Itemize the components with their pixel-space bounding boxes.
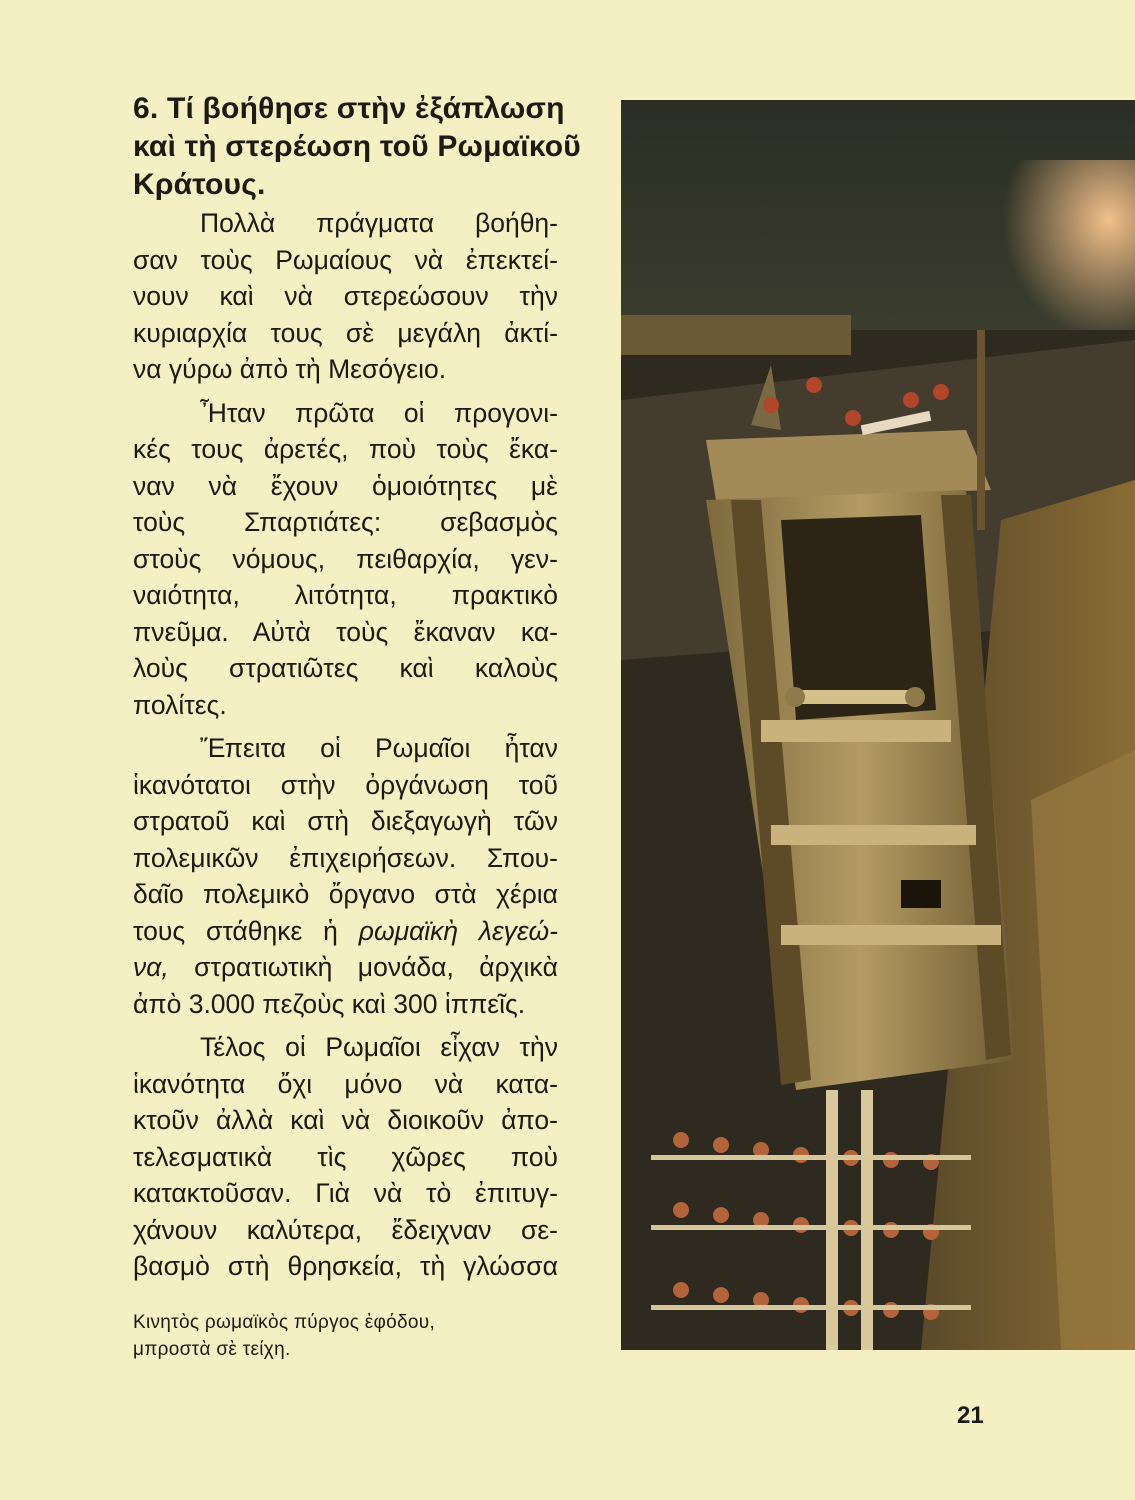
caption-line-2: μπροστὰ σὲ τείχη. [133, 1339, 291, 1360]
caption-line-1: Κινητὸς ρωμαϊκὸς πύργος ἐφόδου, [133, 1312, 436, 1333]
text-line-mixed [133, 913, 558, 950]
text-line: δαῖο πολεμικὸ ὄργανο στὰ χέρια [133, 879, 558, 909]
text-line: κές τους ἀρετές, ποὺ τοὺς ἔκα- [133, 434, 558, 464]
siege-tower-illustration-icon [621, 100, 1135, 1350]
text-line: κατακτοῦσαν. Γιὰ νὰ τὸ ἐπιτυγ- [133, 1178, 558, 1208]
text-line: τελεσματικὰ τὶς χῶρες ποὺ [133, 1141, 558, 1172]
text-line: πολίτες. [133, 689, 227, 720]
siege-tower-photo [621, 100, 1135, 1350]
text-line: πνεῦμα. Αὐτὰ τοὺς ἔκαναν κα- [133, 616, 558, 647]
body-text [133, 205, 558, 1292]
page-number: 21 [957, 1402, 984, 1429]
text-line: κυριαρχία τους σὲ μεγάλη ἀκτί- [133, 317, 558, 348]
heading-line-3: Κράτους. [133, 168, 266, 201]
text-line: τοὺς Σπαρτιάτες: σεβασμὸς [133, 507, 558, 537]
text-line: στοὺς νόμους, πειθαρχία, γεν- [133, 543, 558, 574]
paragraph-3 [133, 730, 558, 1022]
text-line: ναιότητα, λιτότητα, πρακτικὸ [133, 580, 558, 610]
heading-line-1: 6. Τί βοήθησε στὴν ἐξάπλωση [133, 92, 565, 125]
text-line: σαν τοὺς Ρωμαίους νὰ ἐπεκτεί- [133, 244, 558, 275]
text-line: Πολλὰ πράγματα βοήθη- [200, 208, 558, 238]
text-line: ἱκανότατοι στὴν ὀργάνωση τοῦ [133, 769, 558, 800]
term-italic: να, [133, 952, 169, 982]
text-line: ναν νὰ ἔχουν ὁμοιότητες μὲ [133, 470, 558, 501]
text-line: λοὺς στρατιῶτες καὶ καλοὺς [133, 653, 558, 683]
text-line: βασμὸ στὴ θρησκεία, τὴ γλώσσα [133, 1251, 558, 1281]
text-line: νουν καὶ νὰ στερεώσουν τὴν [133, 281, 558, 311]
text-line: στρατοῦ καὶ στὴ διεξαγωγὴ τῶν [133, 806, 558, 836]
text-line: Τέλος οἱ Ρωμαῖοι εἶχαν τὴν [200, 1032, 558, 1062]
text-line: να γύρω ἀπὸ τὴ Μεσόγειο. [133, 354, 447, 384]
text-line: κτοῦν ἀλλὰ καὶ νὰ διοικοῦν ἀπο- [133, 1105, 558, 1135]
text-line: Ἔπειτα οἱ Ρωμαῖοι ἦταν [200, 733, 558, 763]
paragraph-1 [133, 205, 558, 388]
text-line-mixed [133, 949, 558, 986]
photo-caption [133, 1309, 533, 1363]
text-line: ἱκανότητα ὄχι μόνο νὰ κατα- [133, 1068, 558, 1099]
text-line: ἀπὸ 3.000 πεζοὺς καὶ 300 ἱππεῖς. [133, 988, 526, 1019]
paragraph-4 [133, 1029, 558, 1285]
text-span: στρατιωτικὴ μονάδα, ἀρχικὰ [168, 952, 558, 982]
paragraph-2 [133, 395, 558, 724]
heading-line-2: καὶ τὴ στερέωση τοῦ Ρωμαϊκοῦ [133, 130, 581, 163]
text-line: χάνουν καλύτερα, ἔδειχναν σε- [133, 1214, 558, 1245]
text-span: τους στάθηκε ἡ [133, 915, 359, 946]
text-line: πολεμικῶν ἐπιχειρήσεων. Σπου- [133, 842, 558, 873]
section-heading [133, 90, 581, 204]
text-line: Ἦταν πρῶτα οἱ προγονι- [200, 397, 558, 428]
term-italic: ρωμαϊκὴ λεγεώ- [358, 915, 558, 946]
